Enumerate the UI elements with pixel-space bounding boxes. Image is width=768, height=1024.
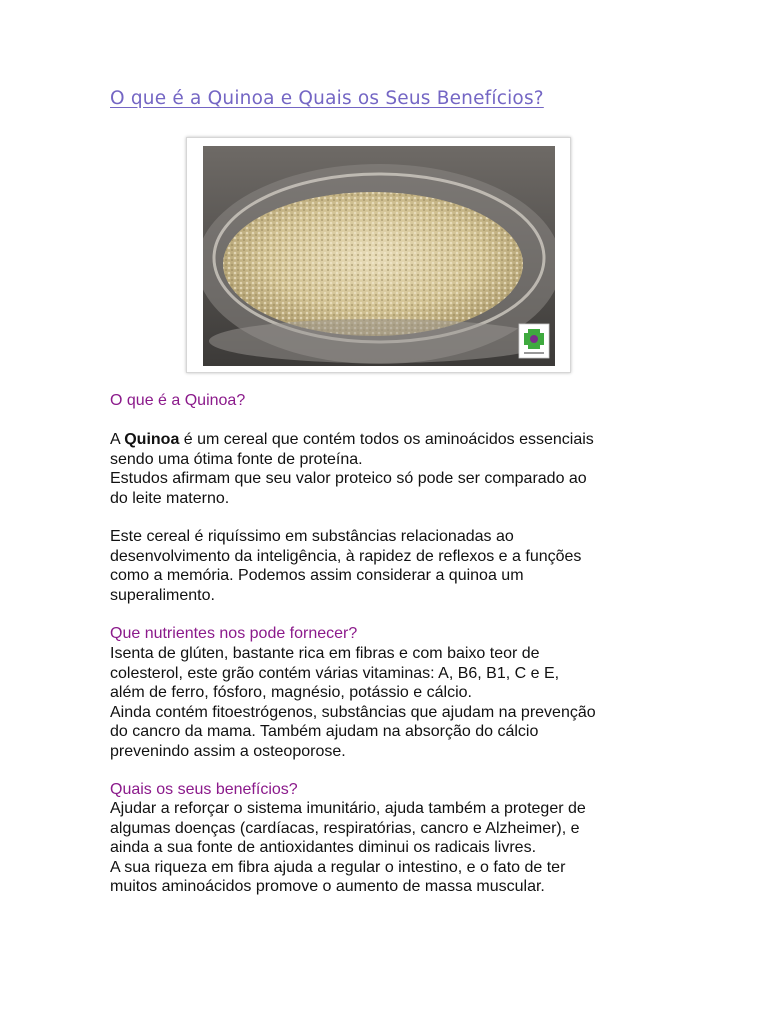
text-line: Isenta de glúten, bastante rica em fibras e com baixo teor de: [110, 645, 540, 662]
text-line: [110, 430, 670, 450]
bowl-front: [209, 319, 549, 363]
text-line: superalimento.: [110, 586, 215, 604]
text-span: A: [110, 431, 125, 448]
watermark-logo: [519, 324, 549, 358]
paragraph-superfood: [110, 527, 670, 605]
paragraph-intro: [110, 430, 670, 508]
text-line: além de ferro, fósforo, magnésio, potássio e cálcio.: [110, 684, 472, 701]
section-heading-nutrients: Que nutrientes nos pode fornecer?: [110, 625, 358, 642]
text-line: Este cereal é riquíssimo em substâncias relacionadas ao: [110, 528, 514, 545]
paragraph-nutrients: [110, 644, 670, 761]
text-line: prevenindo assim a osteoporose.: [110, 742, 346, 760]
text-line: Estudos afirmam que seu valor proteico só pode ser comparado ao: [110, 470, 587, 487]
text-line: Ajudar a reforçar o sistema imunitário, ajuda também a proteger de: [110, 800, 586, 817]
section-heading-what-is: O que é a Quinoa?: [110, 392, 246, 409]
text-span: é um cereal que contém todos os aminoácidos essenciais: [179, 431, 594, 448]
quinoa-texture: [223, 192, 523, 336]
quinoa-photo: [186, 137, 571, 373]
paragraph-benefits: [110, 799, 670, 897]
text-line: A sua riqueza em fibra ajuda a regular o intestino, e o fato de ter: [110, 858, 566, 876]
text-line: Ainda contém fitoestrógenos, substâncias que ajudam na prevenção: [110, 703, 596, 721]
text-line: ainda a sua fonte de antioxidantes diminui os radicais livres.: [110, 839, 537, 856]
text-line: desenvolvimento da inteligência, à rapidez de reflexos e a funções: [110, 547, 582, 565]
text-line: do leite materno.: [110, 489, 230, 507]
text-line: como a memória. Podemos assim considerar a quinoa um: [110, 567, 524, 584]
quinoa-bowl-illustration: [203, 146, 555, 366]
text-line: muitos aminoácidos promove o aumento de massa muscular.: [110, 878, 545, 895]
text-line: algumas doenças (cardíacas, respiratórias, cancro e Alzheimer), e: [110, 819, 580, 837]
document-title[interactable]: O que é a Quinoa e Quais os Seus Benefícios?: [110, 88, 544, 109]
text-line: do cancro da mama. Também ajudam na absorção do cálcio: [110, 723, 539, 740]
text-line: sendo uma ótima fonte de proteína.: [110, 450, 363, 468]
bold-term: Quinoa: [124, 431, 180, 448]
text-line: colesterol, este grão contém várias vitaminas: A, B6, B1, C e E,: [110, 664, 560, 682]
section-heading-benefits: Quais os seus benefícios?: [110, 781, 298, 798]
